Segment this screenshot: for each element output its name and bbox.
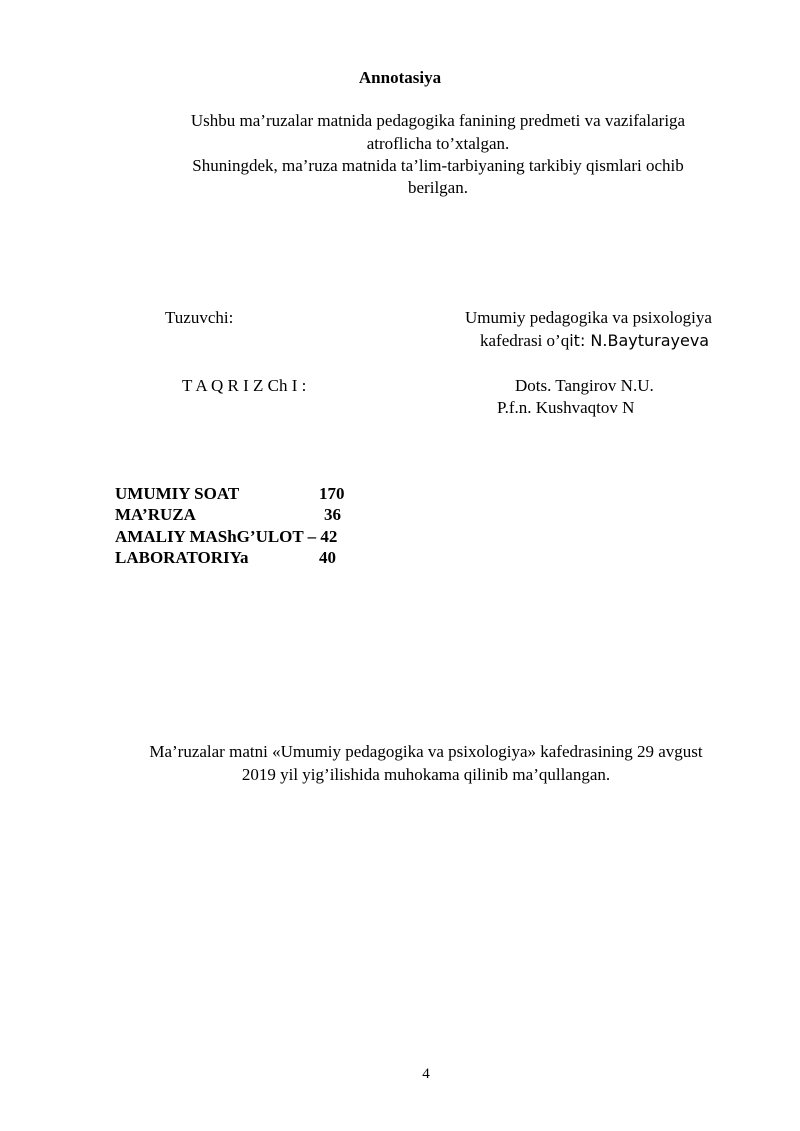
total-hours-label: UMUMIY SOAT xyxy=(115,484,240,503)
lab-hours-label: LABORATORIYa xyxy=(115,548,249,567)
annotation-line: atroflicha to’xtalgan. xyxy=(366,134,510,153)
author-name-suffix: it: N.Bayturayeva xyxy=(569,331,710,350)
annotation-line: Ushbu ma’ruzalar matnida pedagogika fanining predmeti va vazifalariga xyxy=(190,111,686,130)
annotation-line: Shuningdek, ma’ruza matnida ta’lim-tarbiyaning tarkibiy qismlari ochib xyxy=(192,156,684,175)
author-department: Umumiy pedagogika va psixologiya xyxy=(465,308,712,327)
page-number: 4 xyxy=(422,1066,430,1082)
practical-hours: AMALIY MAShG’ULOT – 42 xyxy=(115,527,338,546)
reviewers-label: T A Q R I Z Ch I : xyxy=(182,376,307,395)
lecture-hours-label: MA’RUZA xyxy=(115,505,196,524)
author-name xyxy=(480,331,709,351)
reviewer-name: P.f.n. Kushvaqtov N xyxy=(497,398,635,417)
author-name-prefix: kafedrasi o’q xyxy=(480,331,570,350)
reviewer-name: Dots. Tangirov N.U. xyxy=(515,376,654,395)
author-label: Tuzuvchi: xyxy=(165,308,234,327)
total-hours-value: 170 xyxy=(319,484,345,503)
annotation-line: berilgan. xyxy=(408,178,468,197)
approval-line: Ma’ruzalar matni «Umumiy pedagogika va psixologiya» kafedrasining 29 avgust xyxy=(149,742,703,761)
page-title: Annotasiya xyxy=(358,68,442,87)
lecture-hours-value: 36 xyxy=(324,505,341,524)
lab-hours-value: 40 xyxy=(319,548,336,567)
approval-line: 2019 yil yig’ilishida muhokama qilinib ma’qullangan. xyxy=(241,765,611,784)
